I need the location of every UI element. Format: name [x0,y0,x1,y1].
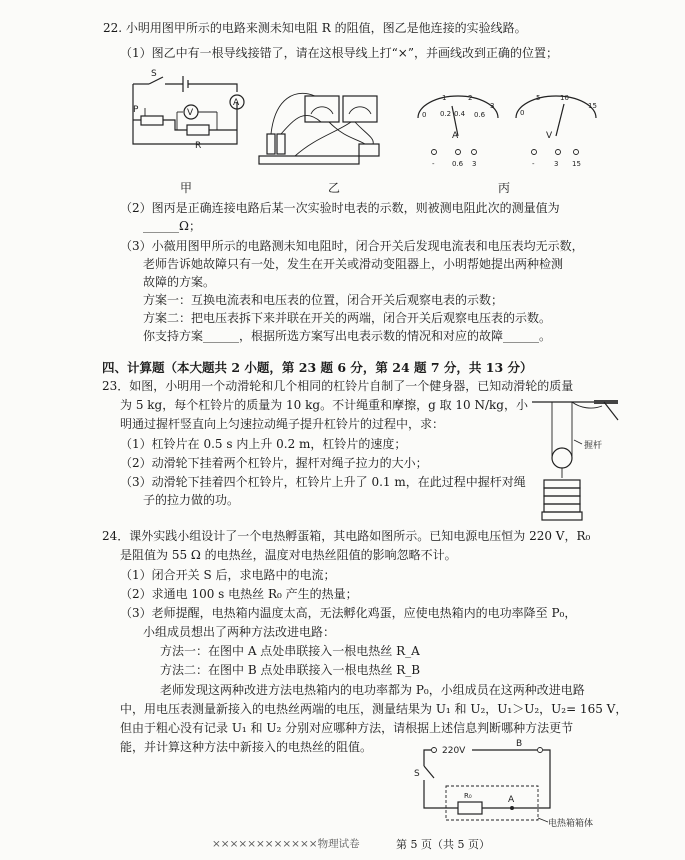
q24-part2: （2）求通电 100 s 电热丝 R₀ 产生的热量； [120,587,358,601]
voltmeter-term-0: - [532,160,535,168]
pulley-figure [532,396,622,531]
resistor-label-r: R [195,141,202,151]
section-4-heading: 四、计算题（本大题共 2 小题，第 23 题 6 分，第 24 题 7 分，共 13 分） [102,360,533,375]
q23-line2: 为 5 kg，每个杠铃片的质量为 10 kg。不计绳重和摩擦，g 取 10 N/kg，小 [120,398,528,412]
q22-part3-a: （3）小薇用图甲所示的电路测未知电阻时，闭合开关后发现电流表和电压表均无示数， [120,239,584,253]
q24-line2: 是阻值为 55 Ω 的电热丝，温度对电热丝阻值的影响忽略不计。 [120,548,457,562]
q23-part3-b: 子的拉力做的功。 [143,493,240,507]
handle-label: 握杆 [584,441,603,451]
q24-part3-b: 小组成员想出了两种方法改进电路： [143,625,336,639]
voltmeter-tick-0: 0 [520,109,525,117]
ammeter-tick-4: 1 [442,94,447,102]
q24-detail4: 能，并计算这种方法中新接入的电热丝的阻值。 [120,740,373,754]
voltmeter-needle [556,104,564,136]
q22-plan1: 方案一：互换电流表和电压表的位置，闭合开关后观察电表的示数； [143,293,504,307]
voltmeter-tick-1: 5 [536,94,541,102]
voltmeter-tick-2: 10 [560,94,569,102]
apparatus-yi [255,78,395,173]
q23-part3-a: （3）动滑轮下挂着四个杠铃片，杠铃片上升了 0.1 m，在此过程中握杆对绳 [120,475,526,489]
ammeter-tick-2: 0.4 [454,110,466,118]
ammeter-tick-1: 0.2 [440,110,452,118]
q22-stem: 22. 小明用图甲所示的电路来测未知电阻 R 的阻值，图乙是他连接的实验线路。 [103,21,527,35]
footer-page-number: 第 5 页（共 5 页） [396,838,490,851]
ammeter-tick-3: 0.6 [474,111,486,119]
rheostat-label-p: P [133,105,139,115]
q22-part1: （1）图乙中有一根导线接错了，请在这根导线上打“×”，并画线改到正确的位置； [120,46,558,60]
q24-line1: 24．课外实践小组设计了一个电热孵蛋箱，其电路如图所示。已知电源电压恒为 220 V，R₀ [102,529,591,543]
footer-exam-name: ××××××××××××物理试卷 [212,838,360,850]
voltmeter-symbol: V [546,131,553,141]
q23-line1: 23．如图，小明用一个动滑轮和几个相同的杠铃片自制了一个健身器，已知动滑轮的质量 [102,379,574,393]
voltage-label: 220V [442,746,466,756]
ammeter-term-0: - [432,160,435,168]
meters-bing [412,88,602,173]
switch-s-label: S [414,769,420,779]
ammeter-symbol-a: A [233,98,240,108]
voltmeter-term-1: 3 [554,160,559,168]
q24-method1: 方法一：在图中 A 点处串联接入一根电热丝 R_A [160,644,420,658]
switch-label-s: S [151,69,157,79]
circuit-jia [125,69,245,162]
point-a-label: A [508,795,515,805]
q23-line3: 明通过握杆竖直向上匀速拉动绳子提升杠铃片的过程中，求： [120,417,445,431]
ammeter-tick-5: 2 [468,94,473,102]
fig-label-jia: 甲 [180,181,193,195]
q24-detail3: 但由于粗心没有记录 U₁ 和 U₂ 分别对应哪种方法，请根据上述信息判断哪种方法更节 [120,721,574,735]
ammeter-symbol: A [452,131,459,141]
point-b-label: B [516,739,523,749]
q23-part2: （2）动滑轮下挂着两个杠铃片，握杆对绳子拉力的大小； [120,456,428,470]
q22-part2-b: ______Ω； [143,219,201,233]
q22-plan2: 方案二：把电压表拆下来并联在开关的两端，闭合开关后观察电压表的示数。 [143,311,552,325]
q24-detail2: 中，用电压表测量新接入的电热丝两端的电压，测量结果为 U₁ 和 U₂，U₁＞U₂，U₂= 165 V， [120,702,628,716]
box-label: 电热箱箱体 [548,819,594,829]
voltmeter-symbol-v: V [187,108,194,118]
fig-label-bing: 丙 [498,181,511,195]
q24-part3: （3）老师提醒，电热箱内温度太高，无法孵化鸡蛋，应使电热箱内的电功率降至 P₀， [120,606,577,620]
ammeter-tick-0: 0 [422,111,427,119]
q22-support: 你支持方案______，根据所选方案写出电表示数的情况和对应的故障______。 [143,329,552,343]
q22-part3-b: 老师告诉她故障只有一处，发生在开关或滑动变阻器上，小明帮她提出两种检测 [143,257,564,271]
ammeter-tick-6: 3 [490,102,495,110]
voltmeter-tick-3: 15 [588,102,597,110]
q24-part1: （1）闭合开关 S 后，求电路中的电流； [120,568,336,582]
q22-part3-c: 故障的方案。 [143,275,216,289]
r0-label: R₀ [464,792,472,800]
ammeter-term-1: 0.6 [452,160,464,168]
ammeter-term-2: 3 [472,160,477,168]
incubator-circuit [414,738,620,830]
q22-part2-a: （2）图丙是正确连接电路后某一次实验时电表的示数，则被测电阻此次的测量值为 [120,201,560,215]
q23-part1: （1）杠铃片在 0.5 s 内上升 0.2 m，杠铃片的速度； [120,437,407,451]
q24-method2: 方法二：在图中 B 点处串联接入一根电热丝 R_B [160,663,421,677]
voltmeter-term-2: 15 [572,160,581,168]
q24-detail1: 老师发现这两种改进方法电热箱内的电功率都为 P₀，小组成员在这两种改进电路 [160,683,585,697]
fig-label-yi: 乙 [328,181,341,195]
